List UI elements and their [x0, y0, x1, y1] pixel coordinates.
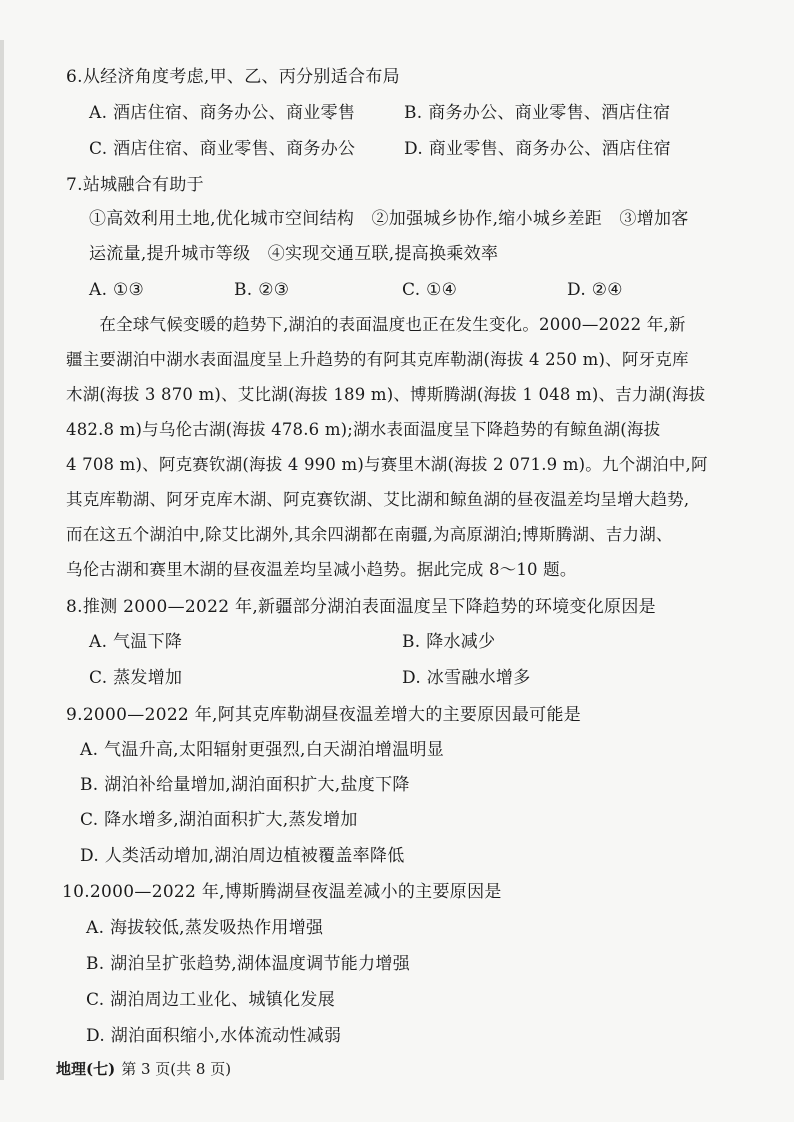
q8-option-a: A. 气温下降 [89, 632, 183, 652]
passage-line-2: 疆主要湖泊中湖水表面温度呈上升趋势的有阿其克库勒湖(海拔 4 250 m)、阿牙克库 [66, 350, 689, 369]
passage-line-8: 乌伦古湖和赛里木湖的昼夜温差均呈减小趋势。据此完成 8～10 题。 [66, 560, 577, 579]
q7-statements-line2: 运流量,提升城市等级 ④实现交通互联,提高换乘效率 [89, 244, 499, 264]
q8-option-d: D. 冰雪融水增多 [402, 668, 531, 688]
q7-option-a: A. ①③ [89, 280, 145, 300]
passage-line-3: 木湖(海拔 3 870 m)、艾比湖(海拔 189 m)、博斯腾湖(海拔 1 048 m)、吉力湖(海拔 [66, 385, 706, 404]
q9-option-b: B. 湖泊补给量增加,湖泊面积扩大,盐度下降 [80, 775, 410, 795]
q9-option-d: D. 人类活动增加,湖泊周边植被覆盖率降低 [80, 846, 405, 866]
footer-subject: 地理(七) [56, 1060, 116, 1078]
passage-line-5: 4 708 m)、阿克赛钦湖(海拔 4 990 m)与赛里木湖(海拔 2 071.9 m)。九个湖泊中,阿 [66, 455, 708, 474]
q7-option-d: D. ②④ [567, 280, 623, 300]
passage-line-4: 482.8 m)与乌伦古湖(海拔 478.6 m);湖水表面温度呈下降趋势的有鲸鱼湖(海拔 [66, 420, 661, 439]
q8-option-c: C. 蒸发增加 [89, 668, 183, 688]
q10-option-d: D. 湖泊面积缩小,水体流动性减弱 [86, 1026, 342, 1046]
q7-option-c: C. ①④ [402, 280, 458, 300]
q8-stem: 8.推测 2000—2022 年,新疆部分湖泊表面温度呈下降趋势的环境变化原因是 [66, 597, 656, 617]
q10-option-b: B. 湖泊呈扩张趋势,湖体温度调节能力增强 [86, 954, 411, 974]
scan-edge [0, 40, 4, 1080]
footer-page-number: 第 3 页(共 8 页) [121, 1060, 232, 1078]
q9-option-c: C. 降水增多,湖泊面积扩大,蒸发增加 [80, 810, 358, 830]
q6-option-c: C. 酒店住宿、商业零售、商务办公 [89, 139, 356, 159]
page-footer [56, 1058, 231, 1079]
q10-option-a: A. 海拔较低,蒸发吸热作用增强 [86, 918, 324, 938]
q10-option-c: C. 湖泊周边工业化、城镇化发展 [86, 990, 336, 1010]
q6-stem: 6.从经济角度考虑,甲、乙、丙分别适合布局 [66, 67, 400, 87]
q6-option-b: B. 商务办公、商业零售、酒店住宿 [404, 103, 671, 123]
q9-option-a: A. 气温升高,太阳辐射更强烈,白天湖泊增温明显 [80, 740, 445, 760]
q9-stem: 9.2000—2022 年,阿其克库勒湖昼夜温差增大的主要原因最可能是 [66, 705, 582, 725]
q6-option-d: D. 商业零售、商务办公、酒店住宿 [404, 139, 671, 159]
passage-line-7: 而在这五个湖泊中,除艾比湖外,其余四湖都在南疆,为高原湖泊;博斯腾湖、吉力湖、 [66, 525, 673, 544]
q7-statements-line1: ①高效利用土地,优化城市空间结构 ②加强城乡协作,缩小城乡差距 ③增加客 [89, 209, 689, 229]
passage-line-1: 在全球气候变暖的趋势下,湖泊的表面温度也正在发生变化。2000—2022 年,新 [66, 315, 686, 334]
passage-line-6: 其克库勒湖、阿牙克库木湖、阿克赛钦湖、艾比湖和鲸鱼湖的昼夜温差均呈增大趋势, [66, 490, 690, 509]
q8-option-b: B. 降水减少 [402, 632, 496, 652]
q7-stem: 7.站城融合有助于 [66, 175, 204, 195]
q7-option-b: B. ②③ [234, 280, 290, 300]
q10-stem: 10.2000—2022 年,博斯腾湖昼夜温差减小的主要原因是 [62, 882, 502, 902]
q6-option-a: A. 酒店住宿、商务办公、商业零售 [89, 103, 356, 123]
